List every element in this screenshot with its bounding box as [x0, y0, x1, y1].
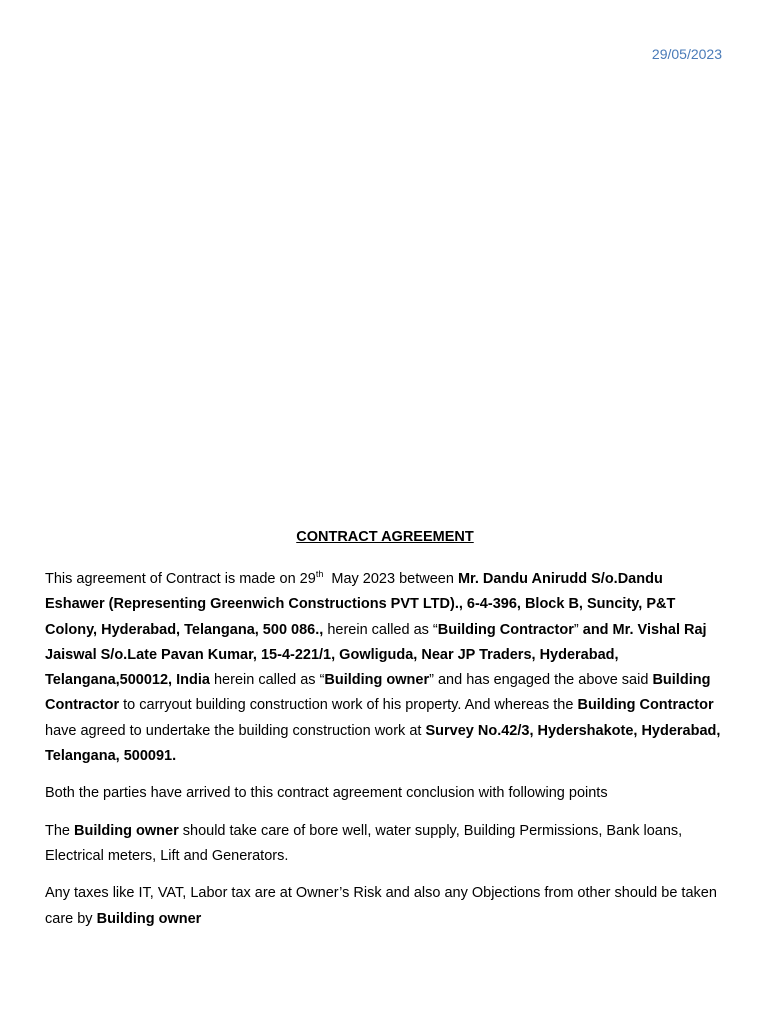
date-suffix: th — [315, 569, 324, 579]
para1-text-8: have agreed to undertake the building construction work at — [45, 722, 426, 739]
property-address: Survey No.42/3, Hydershakote, Hyderabad, Telangana, 500091. — [45, 722, 721, 765]
para3-text-1: The — [45, 822, 75, 839]
document-title: CONTRACT AGREEMENT — [296, 529, 474, 545]
para1-text-6: ” and has engaged the above said — [429, 672, 653, 689]
para1-text-2: May 2023 between — [323, 571, 458, 587]
taxes-paragraph — [45, 881, 725, 932]
owner-role-3: Building owner — [96, 910, 202, 927]
para4-text-1: Any taxes like IT, VAT, Labor tax are at Owner’s Risk and also any Objections from other should be taken care by — [45, 885, 717, 927]
owner-role: Building owner — [324, 672, 430, 689]
para1-text-3: herein called as “ — [323, 621, 438, 638]
owner-responsibilities-paragraph — [45, 819, 725, 870]
contract-parties-paragraph — [45, 567, 725, 769]
document-date: 29/05/2023 — [651, 46, 722, 62]
contractor-role-3: Building Contractor — [577, 697, 714, 714]
para1-text-1: This agreement of Contract is made on 29 — [45, 571, 316, 587]
para1-text-4: ” — [573, 621, 583, 638]
contractor-details: Mr. Dandu Anirudd S/o.Dandu Eshawer (Representing Greenwich Constructions PVT LTD)., 6-4-396, Block B, Suncity, P&T Colony, Hyderabad, Telangana, 500 086., — [45, 571, 676, 638]
owner-role-2: Building owner — [74, 822, 179, 839]
para3-text-2: should take care of bore well, water supply, Building Permissions, Bank loans, Electrical meters, Lift and Generators. — [45, 822, 683, 864]
document-body — [45, 526, 725, 944]
conclusion-paragraph: Both the parties have arrived to this contract agreement conclusion with following points — [45, 785, 608, 802]
para1-text-5: herein called as “ — [209, 672, 325, 689]
owner-details: and Mr. Vishal Raj Jaiswal S/o.Late Pavan Kumar, 15-4-221/1, Gowliguda, Near JP Traders, Hyderabad, Telangana,500012, India — [45, 621, 707, 689]
contractor-role-2: Building Contractor — [45, 672, 711, 714]
contractor-role: Building Contractor — [437, 621, 574, 638]
para1-text-7: to carryout building construction work of his property. And whereas the — [119, 697, 578, 714]
